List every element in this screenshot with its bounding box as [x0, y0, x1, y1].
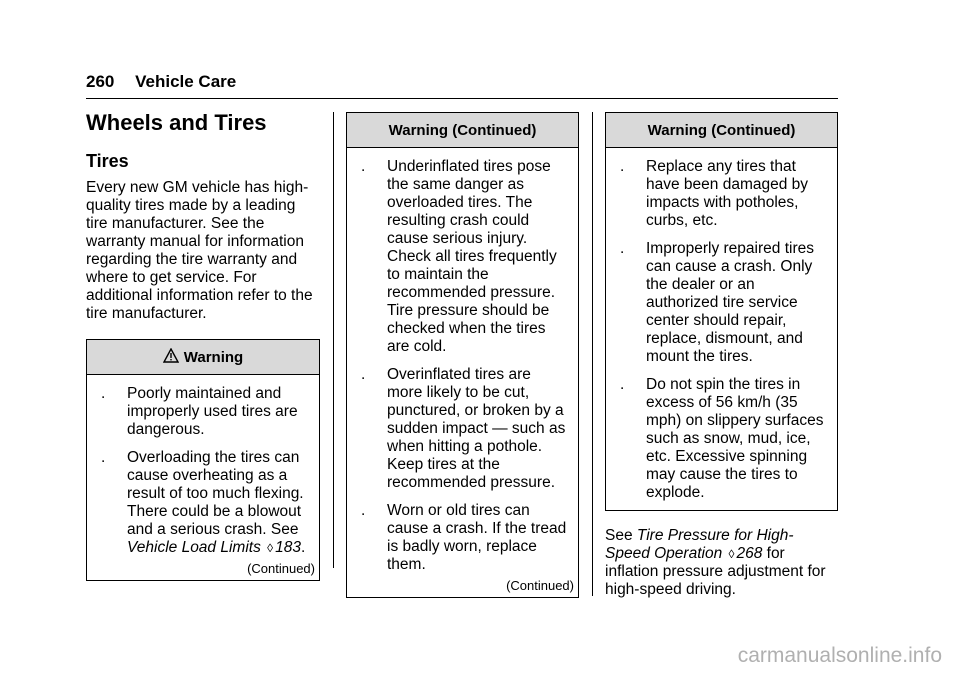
list-item [359, 158, 570, 356]
cross-reference-link[interactable]: Vehicle Load Limits [127, 539, 261, 556]
bullet: . [620, 240, 625, 257]
list-item [618, 376, 829, 502]
see-suffix: for inflation pressure adjustment for high-speed driving. [605, 545, 826, 598]
list-item [99, 385, 311, 439]
list-item [359, 366, 570, 492]
bullet-text: Replace any tires that have been damaged by impacts with potholes, curbs, etc. [646, 158, 809, 229]
warning-title: Warning (Continued) [388, 121, 537, 139]
list-item [618, 158, 829, 230]
bullet: . [620, 158, 625, 175]
warning-box-continued [346, 112, 579, 598]
list-item [618, 240, 829, 366]
header-rule [86, 98, 838, 99]
list-item [99, 449, 311, 557]
intro-paragraph: Every new GM vehicle has high-quality tires made by a leading tire manufacturer. See the warranty manual for information regarding the tire warranty and where to get service. For additional information refer to the tire manufacturer. [86, 179, 313, 322]
bullet-text: Improperly repaired tires can cause a crash. Only the dealer or an authorized tire service center should repair, replace, dismount, and mount the tires. [646, 240, 814, 365]
column-divider-2 [592, 112, 593, 596]
warning-body [606, 148, 837, 510]
bullet-text: Worn or old tires can cause a crash. If the tread is badly worn, replace them. [387, 502, 567, 573]
cross-reference-page[interactable]: 268 [736, 545, 763, 562]
column-1 [86, 108, 320, 581]
cross-reference-link[interactable]: Tire Pressure for High-Speed Operation [605, 527, 794, 562]
warning-box [86, 339, 320, 581]
bullet: . [101, 449, 106, 466]
continued-label: (Continued) [506, 578, 574, 593]
bullet: . [361, 366, 366, 383]
column-divider-1 [333, 112, 334, 568]
bullet-text: Underinflated tires pose the same danger as overloaded tires. The resulting crash could cause serious injury. Check all tires frequently to maintain the recommended pressure. Tire pressure should be checked when the tires are cold. [387, 158, 557, 355]
warning-triangle-icon [163, 348, 179, 367]
warning-body [87, 375, 319, 561]
see-prefix: See [605, 527, 637, 544]
bullet: . [101, 385, 106, 402]
warning-title: Warning [183, 348, 244, 366]
warning-title-bar [87, 340, 319, 375]
watermark-footer: carmanualsonline.info [737, 644, 942, 667]
bullet-text: Do not spin the tires in excess of 56 km/h (35 mph) on slippery surfaces such as snow, mud, ice, etc. Excessive spinning may cause the tires to explode. [646, 376, 824, 501]
warning-body [347, 148, 578, 578]
page-header [86, 72, 236, 92]
bullet: . [361, 158, 366, 175]
subsection-heading: Tires [86, 151, 129, 171]
continued-label: (Continued) [247, 561, 315, 576]
bullet: . [361, 502, 366, 519]
bullet: . [620, 376, 625, 393]
list-item [359, 502, 570, 574]
reference-arrow-icon: ◊ [267, 541, 274, 555]
page-number: 260 [86, 72, 115, 91]
column-3 [605, 112, 838, 599]
bullet-text [127, 449, 311, 557]
warning-box-continued [605, 112, 838, 511]
cross-reference-page[interactable]: 183 [275, 539, 301, 556]
bullet-text-end: . [300, 539, 306, 556]
bullet-text: Poorly maintained and improperly used tires are dangerous. [127, 385, 298, 438]
section-heading: Wheels and Tires [86, 110, 267, 135]
warning-title: Warning (Continued) [647, 121, 796, 139]
reference-arrow-icon: ◊ [728, 547, 735, 561]
bullet-text: Overinflated tires are more likely to be cut, punctured, or broken by a sudden impact — such as when hitting a pothole. Keep tires at the recommended pressure. [387, 366, 566, 491]
bullet-text-part: Overloading the tires can cause overheating as a result of too much flexing. There could be a blowout and a serious crash. See [127, 449, 304, 538]
section-title: Vehicle Care [135, 72, 237, 91]
see-also-paragraph [605, 527, 838, 599]
column-2 [346, 112, 579, 598]
warning-title-bar [606, 113, 837, 148]
warning-title-bar [347, 113, 578, 148]
